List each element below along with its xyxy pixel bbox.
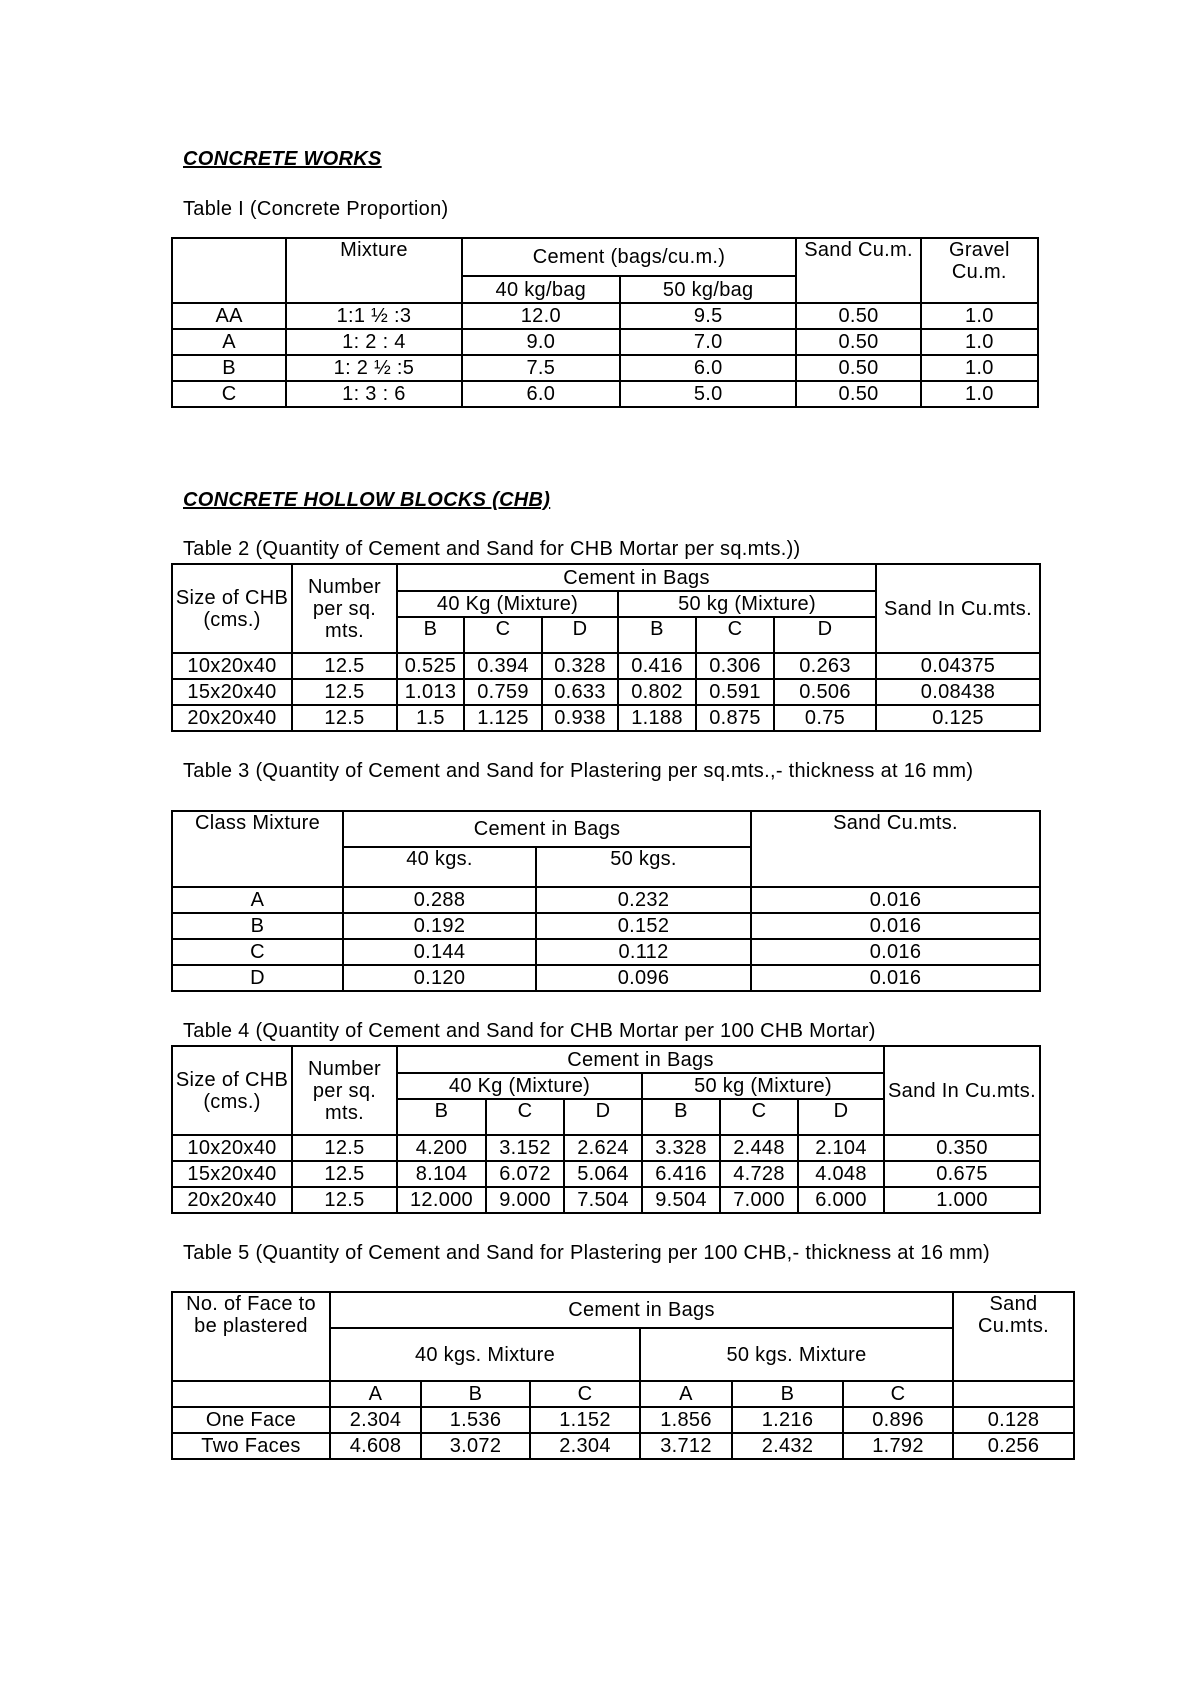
table2-header-b: B	[397, 617, 464, 653]
table-cell: 0.016	[751, 965, 1040, 991]
table5-caption: Table 5 (Quantity of Cement and Sand for Plastering per 100 CHB,- thickness at 16 mm)	[183, 1242, 990, 1264]
table-cell: 0.50	[796, 381, 920, 407]
table-row	[172, 939, 1040, 965]
table-cell: 4.200	[397, 1135, 486, 1161]
table-cell: 0.50	[796, 355, 920, 381]
table1-header-cement: Cement (bags/cu.m.)	[462, 238, 797, 276]
table-cell: 12.5	[292, 1187, 397, 1213]
table-cell: 0.633	[542, 679, 618, 705]
table-cell: 20x20x40	[172, 705, 292, 731]
table-cell: 0.288	[343, 887, 536, 913]
table-cell: D	[172, 965, 343, 991]
table3-header-cement: Cement in Bags	[343, 811, 751, 847]
table5-header-faces: No. of Face to be plastered	[172, 1292, 330, 1381]
table-cell: 3.712	[640, 1433, 732, 1459]
table-cell: 6.072	[486, 1161, 564, 1187]
table-row	[172, 355, 1038, 381]
table-cell: 0.263	[774, 653, 876, 679]
table-cell: 3.152	[486, 1135, 564, 1161]
table2-header-b: B	[618, 617, 696, 653]
table5-header-sand: Sand Cu.mts.	[953, 1292, 1074, 1381]
table-cell: 3.072	[421, 1433, 530, 1459]
table-row	[172, 1135, 1040, 1161]
table-cell: 4.728	[720, 1161, 798, 1187]
table-cell: 7.0	[620, 329, 796, 355]
table-cell: 7.5	[462, 355, 620, 381]
table4-header-size: Size of CHB (cms.)	[172, 1046, 292, 1135]
table4-header-c: C	[720, 1099, 798, 1135]
table-cell: 0.016	[751, 887, 1040, 913]
table-row	[172, 381, 1038, 407]
table-cell: C	[172, 381, 286, 407]
table-cell: 1.0	[921, 355, 1038, 381]
table-cell: 2.624	[564, 1135, 642, 1161]
table-cell: 9.504	[642, 1187, 720, 1213]
table4-caption: Table 4 (Quantity of Cement and Sand for CHB Mortar per 100 CHB Mortar)	[183, 1020, 876, 1042]
table-cell: 9.5	[620, 303, 796, 329]
table2-header-sand: Sand In Cu.mts.	[876, 564, 1040, 653]
table-cell: 0.50	[796, 329, 920, 355]
table2-header-cement: Cement in Bags	[397, 564, 876, 591]
table-cell: 0.875	[696, 705, 774, 731]
table-cell: A	[172, 329, 286, 355]
table-cell: 0.120	[343, 965, 536, 991]
table-cell: 6.416	[642, 1161, 720, 1187]
table-cell: 0.759	[464, 679, 542, 705]
table-cell: 0.232	[536, 887, 751, 913]
table-row	[172, 1161, 1040, 1187]
chb-heading: CONCRETE HOLLOW BLOCKS (CHB)	[183, 489, 551, 511]
table5-header-50kg: 50 kgs. Mixture	[640, 1328, 953, 1381]
table-cell: 8.104	[397, 1161, 486, 1187]
table5-header-cement: Cement in Bags	[330, 1292, 953, 1328]
table-cell: 0.50	[796, 303, 920, 329]
table-cell: 1.0	[921, 329, 1038, 355]
table-cell: 5.064	[564, 1161, 642, 1187]
table-cell: 0.144	[343, 939, 536, 965]
table1-caption: Table I (Concrete Proportion)	[183, 198, 449, 220]
table-cell: 0.938	[542, 705, 618, 731]
table-cell: 10x20x40	[172, 1135, 292, 1161]
table-cell: C	[172, 939, 343, 965]
table-cell: 6.0	[620, 355, 796, 381]
table-cell: 0.306	[696, 653, 774, 679]
table1-header-mixture: Mixture	[286, 238, 461, 303]
table-cell: 7.000	[720, 1187, 798, 1213]
table5-corner	[172, 1381, 330, 1407]
table-cell: A	[172, 887, 343, 913]
table2-header-number: Number per sq. mts.	[292, 564, 397, 653]
table-cell: 12.5	[292, 1135, 397, 1161]
table-row	[172, 705, 1040, 731]
table4-header-c: C	[486, 1099, 564, 1135]
table2-header-d: D	[774, 617, 876, 653]
table5-header-b: B	[421, 1381, 530, 1407]
table-cell: 4.608	[330, 1433, 421, 1459]
table-cell: 9.000	[486, 1187, 564, 1213]
table-cell: 2.304	[330, 1407, 421, 1433]
table-cell: 1:1 ½ :3	[286, 303, 461, 329]
table-cell: 1.856	[640, 1407, 732, 1433]
table2-caption: Table 2 (Quantity of Cement and Sand for CHB Mortar per sq.mts.))	[183, 538, 801, 560]
table-cell: 1.0	[921, 381, 1038, 407]
table-cell: 0.506	[774, 679, 876, 705]
table-cell: 2.432	[732, 1433, 843, 1459]
table-cell: B	[172, 913, 343, 939]
table4-header-number: Number per sq. mts.	[292, 1046, 397, 1135]
table-cell: AA	[172, 303, 286, 329]
table-cell: 12.5	[292, 679, 397, 705]
table-row	[172, 1407, 1074, 1433]
concrete-works-heading: CONCRETE WORKS	[183, 148, 382, 170]
table5-header-a: A	[640, 1381, 732, 1407]
table-cell: 15x20x40	[172, 1161, 292, 1187]
table-row	[172, 329, 1038, 355]
table-cell: 0.896	[843, 1407, 953, 1433]
table-cell: 15x20x40	[172, 679, 292, 705]
table-cell: 1.152	[530, 1407, 640, 1433]
table-cell: 1.013	[397, 679, 464, 705]
table-cell: 0.75	[774, 705, 876, 731]
table-cell: 10x20x40	[172, 653, 292, 679]
table2-header-c: C	[464, 617, 542, 653]
table-row	[172, 913, 1040, 939]
table1-header-gravel: Gravel Cu.m.	[921, 238, 1038, 303]
table4-header-b: B	[642, 1099, 720, 1135]
table3-caption: Table 3 (Quantity of Cement and Sand for Plastering per sq.mts.,- thickness at 16 mm)	[183, 760, 974, 782]
table-cell: 0.016	[751, 939, 1040, 965]
table4-header-sand: Sand In Cu.mts.	[884, 1046, 1040, 1135]
table-cell: 6.0	[462, 381, 620, 407]
table-cell: B	[172, 355, 286, 381]
table-cell: 4.048	[798, 1161, 884, 1187]
table-cell: Two Faces	[172, 1433, 330, 1459]
table5-header-c: C	[843, 1381, 953, 1407]
table4-header-cement: Cement in Bags	[397, 1046, 884, 1073]
table-row	[172, 1187, 1040, 1213]
table-row	[172, 1433, 1074, 1459]
table-cell: 12.0	[462, 303, 620, 329]
table3-header-50kg: 50 kgs.	[536, 847, 751, 887]
table-cell: One Face	[172, 1407, 330, 1433]
table-cell: 0.394	[464, 653, 542, 679]
table-cell: 12.000	[397, 1187, 486, 1213]
table5-header-a: A	[330, 1381, 421, 1407]
table2-header-40kg: 40 Kg (Mixture)	[397, 591, 618, 617]
table-cell: 1.536	[421, 1407, 530, 1433]
table-cell: 12.5	[292, 705, 397, 731]
table1-header-40kg: 40 kg/bag	[462, 276, 620, 303]
table-cell: 6.000	[798, 1187, 884, 1213]
table-cell: 1: 3 : 6	[286, 381, 461, 407]
table5-sand-blank	[953, 1381, 1074, 1407]
table-cell: 1.125	[464, 705, 542, 731]
table-cell: 0.192	[343, 913, 536, 939]
table-cell: 0.328	[542, 653, 618, 679]
table3-header-40kg: 40 kgs.	[343, 847, 536, 887]
table-cell: 0.096	[536, 965, 751, 991]
table-cell: 0.591	[696, 679, 774, 705]
table4-header-b: B	[397, 1099, 486, 1135]
table-cell: 5.0	[620, 381, 796, 407]
table-cell: 2.104	[798, 1135, 884, 1161]
table-cell: 3.328	[642, 1135, 720, 1161]
table-cell: 1.0	[921, 303, 1038, 329]
table-cell: 1: 2 : 4	[286, 329, 461, 355]
table-cell: 0.08438	[876, 679, 1040, 705]
table4-header-d: D	[798, 1099, 884, 1135]
table-cell: 20x20x40	[172, 1187, 292, 1213]
table-row	[172, 965, 1040, 991]
table5-header-c: C	[530, 1381, 640, 1407]
table-cell: 0.350	[884, 1135, 1040, 1161]
table3-plastering-per-sqm	[171, 810, 1041, 992]
table1-header-sand: Sand Cu.m.	[796, 238, 920, 303]
table-cell: 0.416	[618, 653, 696, 679]
table-row	[172, 887, 1040, 913]
table4-header-50kg: 50 kg (Mixture)	[642, 1073, 884, 1099]
table-cell: 1: 2 ½ :5	[286, 355, 461, 381]
table2-header-size: Size of CHB (cms.)	[172, 564, 292, 653]
table2-chb-mortar-per-sqm	[171, 563, 1041, 732]
table-cell: 12.5	[292, 653, 397, 679]
table-cell: 0.675	[884, 1161, 1040, 1187]
table-cell: 1.188	[618, 705, 696, 731]
table3-header-class: Class Mixture	[172, 811, 343, 887]
table2-header-50kg: 50 kg (Mixture)	[618, 591, 876, 617]
table-cell: 0.128	[953, 1407, 1074, 1433]
table-cell: 12.5	[292, 1161, 397, 1187]
table-row	[172, 303, 1038, 329]
table5-header-40kg: 40 kgs. Mixture	[330, 1328, 640, 1381]
table-cell: 0.152	[536, 913, 751, 939]
table-cell: 0.525	[397, 653, 464, 679]
table-cell: 2.304	[530, 1433, 640, 1459]
table4-header-40kg: 40 Kg (Mixture)	[397, 1073, 642, 1099]
table5-header-b: B	[732, 1381, 843, 1407]
table1-corner	[172, 238, 286, 303]
table-cell: 0.112	[536, 939, 751, 965]
table-cell: 0.802	[618, 679, 696, 705]
table-cell: 7.504	[564, 1187, 642, 1213]
table-cell: 0.016	[751, 913, 1040, 939]
table-cell: 1.5	[397, 705, 464, 731]
table-cell: 0.125	[876, 705, 1040, 731]
table-cell: 1.216	[732, 1407, 843, 1433]
table1-concrete-proportion	[171, 237, 1039, 408]
table-row	[172, 679, 1040, 705]
table1-header-50kg: 50 kg/bag	[620, 276, 796, 303]
table-cell: 0.256	[953, 1433, 1074, 1459]
table-cell: 1.000	[884, 1187, 1040, 1213]
table3-header-sand: Sand Cu.mts.	[751, 811, 1040, 887]
table4-chb-mortar-per-100	[171, 1045, 1041, 1214]
table5-plastering-per-100	[171, 1291, 1075, 1460]
table-cell: 0.04375	[876, 653, 1040, 679]
table2-header-c: C	[696, 617, 774, 653]
table4-header-d: D	[564, 1099, 642, 1135]
table-row	[172, 653, 1040, 679]
table-cell: 2.448	[720, 1135, 798, 1161]
table-cell: 1.792	[843, 1433, 953, 1459]
table2-header-d: D	[542, 617, 618, 653]
table-cell: 9.0	[462, 329, 620, 355]
